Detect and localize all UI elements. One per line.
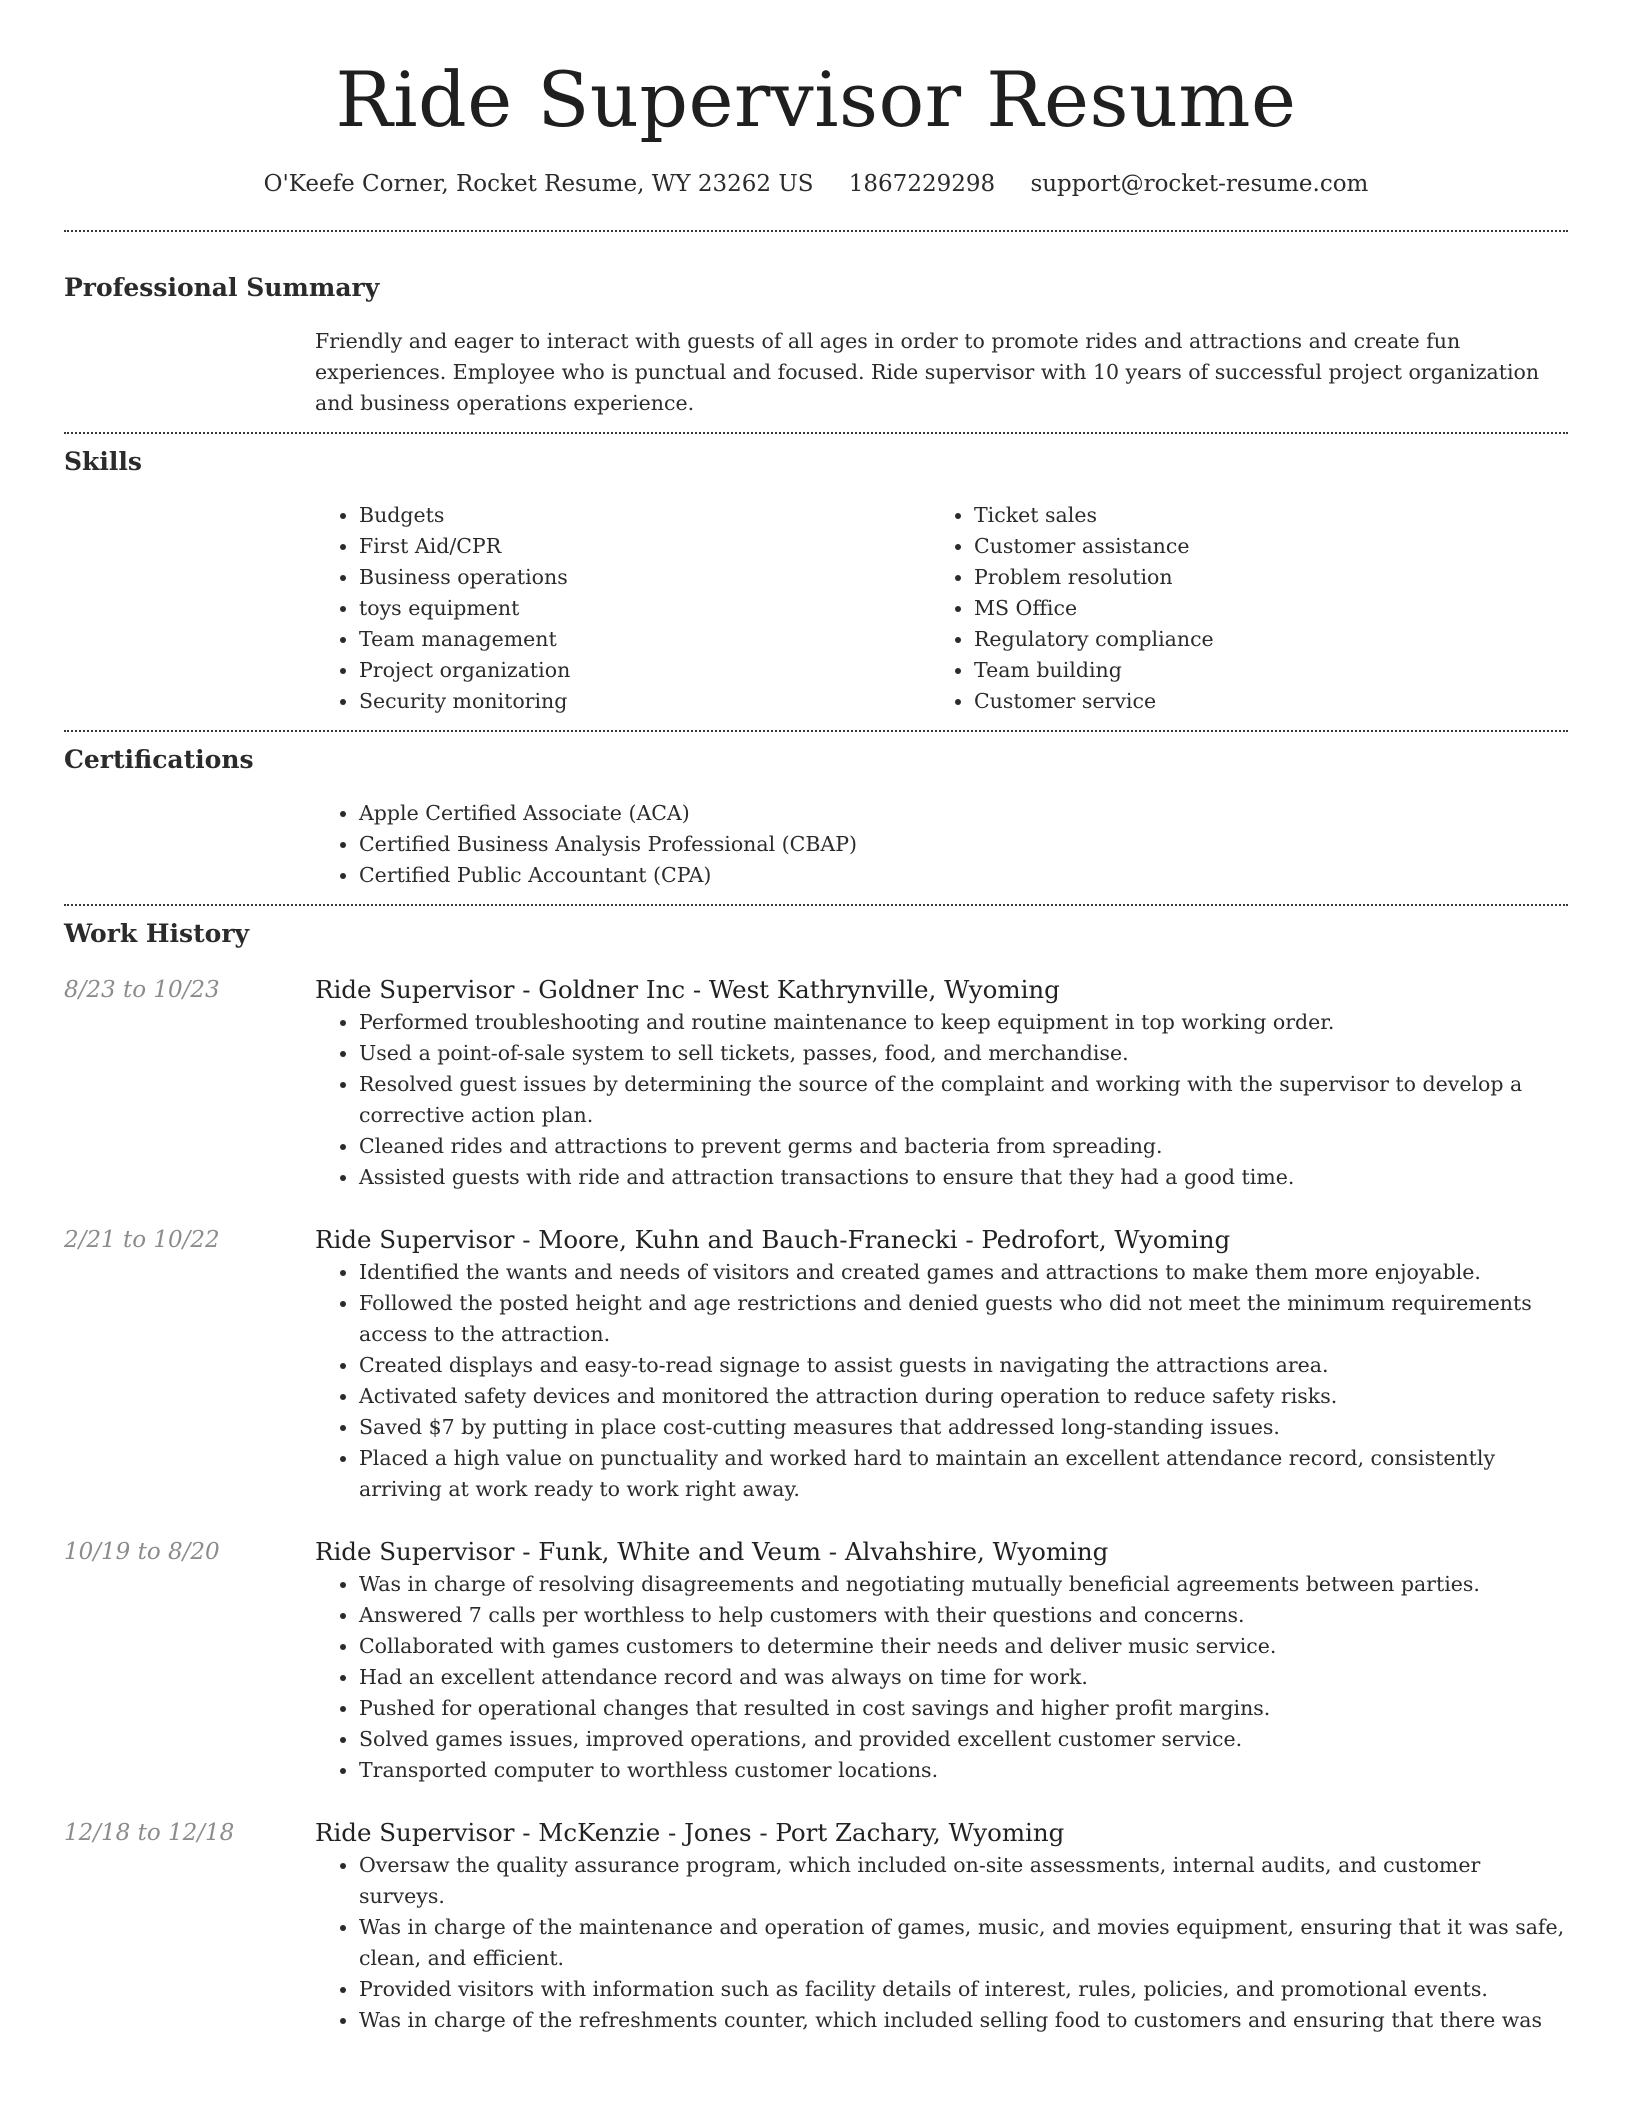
skills-column-left xyxy=(315,500,930,717)
certifications-list xyxy=(315,798,1568,904)
job-bullet: • Identified the wants and needs of visitors and created games and attractions to make them more enjoyable. xyxy=(359,1257,1568,1288)
job-bullet-list xyxy=(315,1007,1568,1193)
summary-section xyxy=(64,232,1568,432)
job-bullet-list xyxy=(315,1569,1568,1786)
certification-item: • Apple Certified Associate (ACA) xyxy=(359,798,1568,829)
certifications-heading: Certifications xyxy=(64,745,254,774)
skill-item: • Problem resolution xyxy=(974,562,1545,593)
skill-item: • Customer service xyxy=(974,686,1545,717)
job-bullet-list xyxy=(315,1850,1568,2036)
skill-item: • Team building xyxy=(974,655,1545,686)
job-bullet: • Created displays and easy-to-read signage to assist guests in navigating the attractions area. xyxy=(359,1350,1568,1381)
job-entry xyxy=(64,1816,1568,2036)
job-bullet: • Followed the posted height and age restrictions and denied guests who did not meet the minimum requirements access to the attraction. xyxy=(359,1288,1568,1350)
job-bullet: • Activated safety devices and monitored the attraction during operation to reduce safety risks. xyxy=(359,1381,1568,1412)
job-bullet: • Used a point-of-sale system to sell tickets, passes, food, and merchandise. xyxy=(359,1038,1568,1069)
skill-item: • Team management xyxy=(359,624,930,655)
job-bullet: • Collaborated with games customers to determine their needs and deliver music service. xyxy=(359,1631,1568,1662)
skills-section xyxy=(64,434,1568,730)
skill-item: • Project organization xyxy=(359,655,930,686)
job-title: Ride Supervisor - McKenzie - Jones - Port Zachary, Wyoming xyxy=(315,1818,1065,1847)
job-bullet: • Provided visitors with information such as facility details of interest, rules, policies, and promotional events. xyxy=(359,1974,1568,2005)
job-bullet: • Resolved guest issues by determining the source of the complaint and working with the supervisor to develop a corrective action plan. xyxy=(359,1069,1568,1131)
job-title: Ride Supervisor - Funk, White and Veum - Alvahshire, Wyoming xyxy=(315,1537,1109,1566)
job-bullet: • Assisted guests with ride and attraction transactions to ensure that they had a good time. xyxy=(359,1162,1568,1193)
skill-item: • Customer assistance xyxy=(974,531,1545,562)
job-bullet: • Was in charge of resolving disagreements and negotiating mutually beneficial agreements between parties. xyxy=(359,1569,1568,1600)
skill-item: • Budgets xyxy=(359,500,930,531)
certification-item: • Certified Public Accountant (CPA) xyxy=(359,860,1568,891)
job-dates: 10/19 to 8/20 xyxy=(64,1539,220,1565)
contact-address: O'Keefe Corner, Rocket Resume, WY 23262 US xyxy=(263,171,814,197)
job-bullet: • Oversaw the quality assurance program, which included on-site assessments, internal audits, and customer surveys. xyxy=(359,1850,1568,1912)
skills-column-right xyxy=(930,500,1545,717)
summary-text: Friendly and eager to interact with guests of all ages in order to promote rides and attractions and create fun experiences. Employee who is punctual and focused. Ride supervisor with 10 years of successful project organization and business operations experience. xyxy=(315,329,1540,415)
job-bullet: • Answered 7 calls per worthless to help customers with their questions and concerns. xyxy=(359,1600,1568,1631)
contact-email: support@rocket-resume.com xyxy=(1030,171,1369,197)
resume-title: Ride Supervisor Resume xyxy=(335,55,1297,144)
certifications-section xyxy=(64,732,1568,904)
job-dates: 2/21 to 10/22 xyxy=(64,1227,220,1253)
skill-item: • Regulatory compliance xyxy=(974,624,1545,655)
skill-item: • Security monitoring xyxy=(359,686,930,717)
skill-item: • First Aid/CPR xyxy=(359,531,930,562)
job-details xyxy=(315,1816,1568,2036)
job-bullet-list xyxy=(315,1257,1568,1505)
job-bullet: • Transported computer to worthless customer locations. xyxy=(359,1755,1568,1786)
skills-grid xyxy=(315,500,1568,730)
job-bullet: • Was in charge of the refreshments counter, which included selling food to customers and ensuring that there was xyxy=(359,2005,1568,2036)
contact-phone: 1867229298 xyxy=(848,171,996,197)
job-bullet: • Pushed for operational changes that resulted in cost savings and higher profit margins. xyxy=(359,1693,1568,1724)
skill-item: • toys equipment xyxy=(359,593,930,624)
summary-heading: Professional Summary xyxy=(64,273,380,302)
contact-line xyxy=(64,168,1568,200)
job-entry xyxy=(64,1223,1568,1505)
resume-page xyxy=(64,0,1568,2036)
job-bullet: • Performed troubleshooting and routine maintenance to keep equipment in top working order. xyxy=(359,1007,1568,1038)
job-title: Ride Supervisor - Goldner Inc - West Kathrynville, Wyoming xyxy=(315,975,1060,1004)
job-dates: 8/23 to 10/23 xyxy=(64,977,220,1003)
job-details xyxy=(315,1535,1568,1786)
work-history-heading: Work History xyxy=(64,919,250,948)
job-bullet: • Had an excellent attendance record and was always on time for work. xyxy=(359,1662,1568,1693)
job-bullet: • Solved games issues, improved operations, and provided excellent customer service. xyxy=(359,1724,1568,1755)
skills-heading: Skills xyxy=(64,447,142,476)
job-details xyxy=(315,973,1568,1193)
skill-item: • Ticket sales xyxy=(974,500,1545,531)
job-entry xyxy=(64,973,1568,1193)
work-history-section xyxy=(64,906,1568,2036)
resume-header xyxy=(64,52,1568,200)
job-title: Ride Supervisor - Moore, Kuhn and Bauch-Franecki - Pedrofort, Wyoming xyxy=(315,1225,1231,1254)
job-entry xyxy=(64,1535,1568,1786)
certification-item: • Certified Business Analysis Professional (CBAP) xyxy=(359,829,1568,860)
job-bullet: • Placed a high value on punctuality and worked hard to maintain an excellent attendance record, consistently arriving at work ready to work right away. xyxy=(359,1443,1568,1505)
job-details xyxy=(315,1223,1568,1505)
skill-item: • MS Office xyxy=(974,593,1545,624)
job-bullet: • Saved $7 by putting in place cost-cutting measures that addressed long-standing issues. xyxy=(359,1412,1568,1443)
job-bullet: • Was in charge of the maintenance and operation of games, music, and movies equipment, ensuring that it was safe, clean, and efficient. xyxy=(359,1912,1568,1974)
job-bullet: • Cleaned rides and attractions to prevent germs and bacteria from spreading. xyxy=(359,1131,1568,1162)
skill-item: • Business operations xyxy=(359,562,930,593)
job-dates: 12/18 to 12/18 xyxy=(64,1820,235,1846)
